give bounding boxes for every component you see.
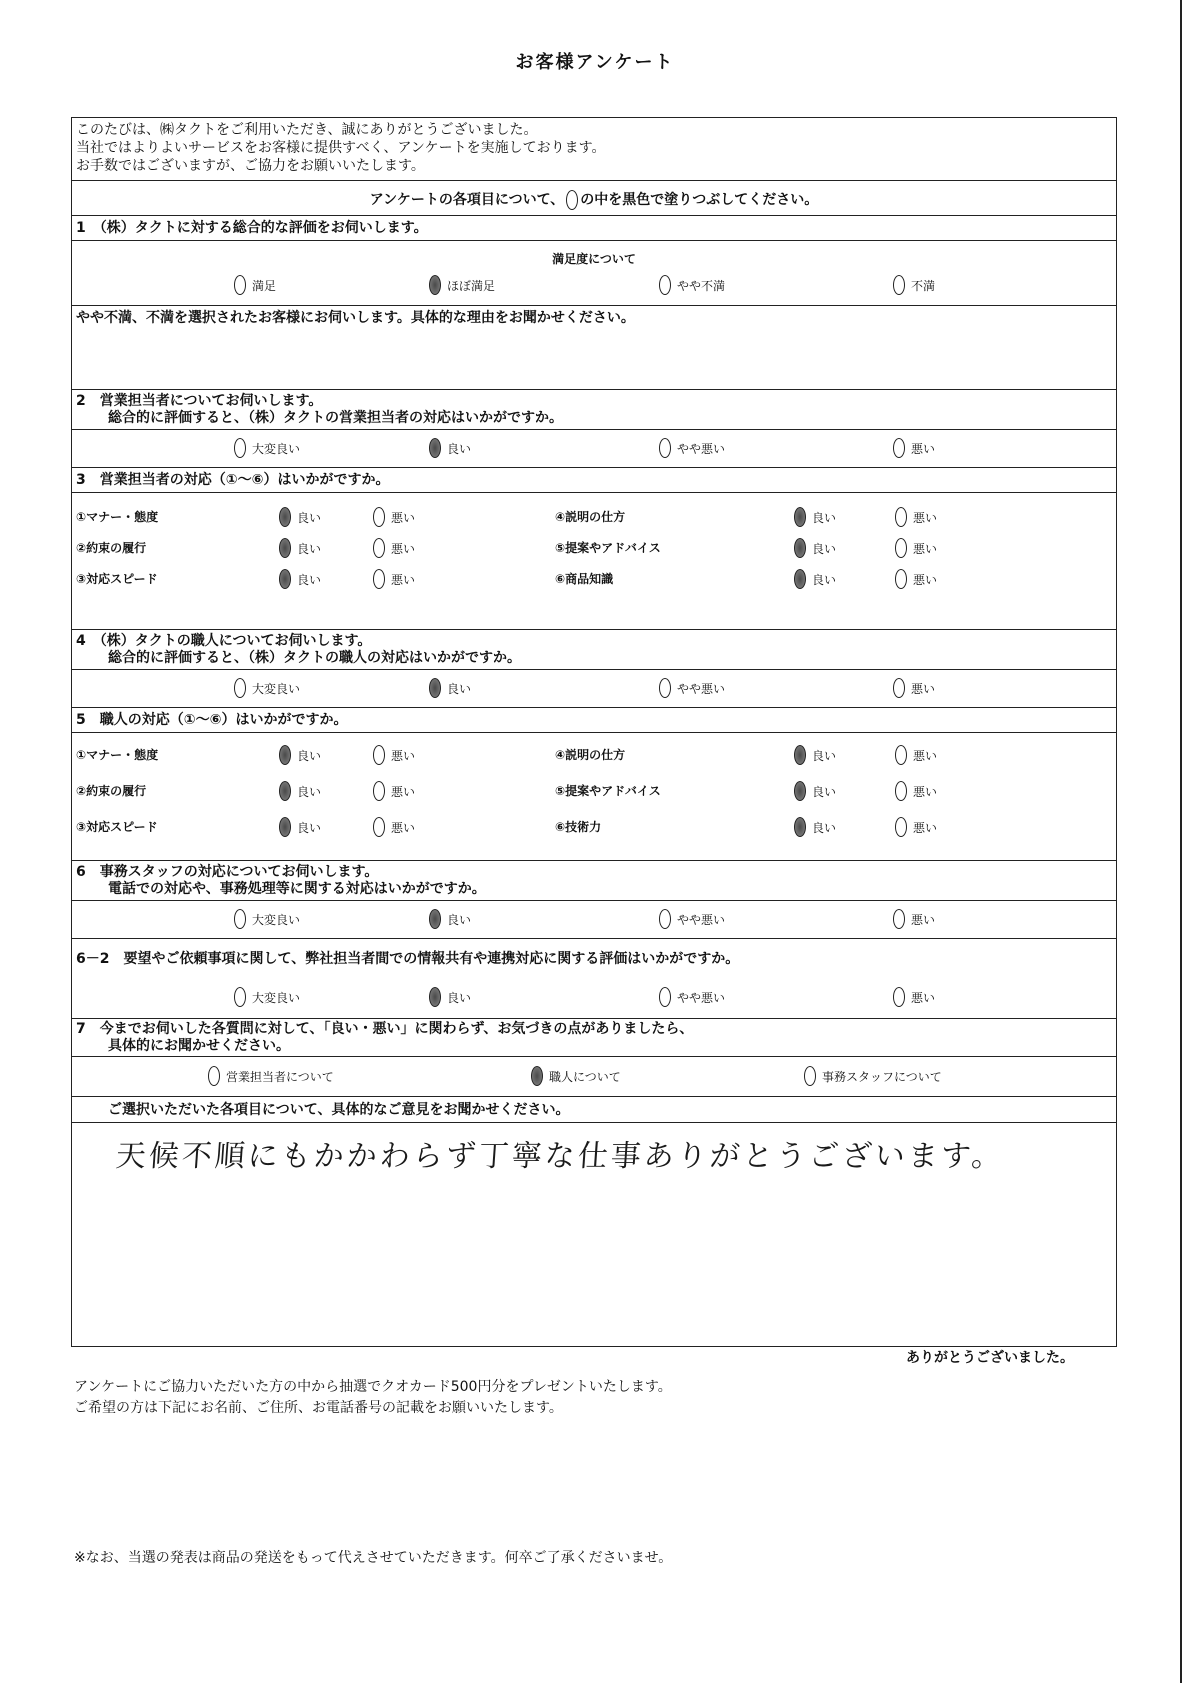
q4-heading-2: 総合的に評価すると、（株）タクトの職人の対応はいかがですか。 [108, 650, 521, 666]
q7-opt-2-label: 事務スタッフについて [822, 1069, 942, 1084]
q3-item-1-label: ②約束の履行 [76, 541, 147, 555]
empty-bubble-icon[interactable] [804, 1066, 816, 1086]
intro-line-1: このたびは、㈱タクトをご利用いただき、誠にありがとうございました。 [76, 122, 538, 138]
filled-bubble-icon[interactable] [794, 538, 806, 558]
q5-item-3-good-label: 良い [812, 748, 837, 763]
empty-bubble-icon[interactable] [893, 275, 905, 295]
empty-bubble-icon[interactable] [659, 987, 671, 1007]
q5-item-4-good-label: 良い [812, 784, 837, 799]
q3-item-4-good-option[interactable] [794, 538, 836, 558]
q3-item-2-good-option[interactable] [279, 569, 321, 589]
q7-prompt-row [72, 1096, 1116, 1122]
q3-item-0-good-label: 良い [297, 510, 322, 525]
q1-heading-row [72, 215, 1116, 240]
q1-opt-3-option[interactable] [893, 275, 935, 295]
q2-options-row [72, 429, 1116, 467]
q2-heading-2: 総合的に評価すると、（株）タクトの営業担当者の対応はいかがですか。 [108, 410, 563, 426]
q3-item-2-label: ③対応スピード [76, 572, 158, 586]
q6-opt-0-label: 大変良い [252, 912, 301, 927]
empty-bubble-icon[interactable] [659, 909, 671, 929]
q62-opt-3-option[interactable] [893, 987, 935, 1007]
footer-note: ※なお、当選の発表は商品の発送をもって代えさせていただきます。何卒ご了承くださいませ。 [74, 1550, 673, 1566]
q6-opt-0-option[interactable] [234, 909, 300, 929]
filled-bubble-icon[interactable] [531, 1066, 543, 1086]
q5-items-row [72, 732, 1116, 860]
empty-bubble-icon[interactable] [234, 909, 246, 929]
filled-bubble-icon[interactable] [279, 538, 291, 558]
q62-heading: 6－2 要望やご依頼事項に関して、弊社担当者間での情報共有や連携対応に関する評価はいかがですか。 [76, 951, 740, 967]
q1-opt-3-label: 不満 [911, 278, 936, 293]
empty-bubble-icon[interactable] [373, 817, 385, 837]
q1-heading: 1 （株）タクトに対する総合的な評価をお伺いします。 [76, 220, 428, 236]
q1-opt-2-label: やや不満 [677, 278, 726, 293]
empty-bubble-icon[interactable] [234, 275, 246, 295]
instruction-before: アンケートの各項目について、 [369, 192, 565, 208]
q7-heading-row [72, 1018, 1116, 1056]
page-title: お客様アンケート [515, 52, 675, 73]
q5-item-1-bad-label: 悪い [391, 784, 416, 799]
q5-item-5-good-label: 良い [812, 820, 837, 835]
q5-item-5-good-option[interactable] [794, 817, 836, 837]
q7-opt-1-label: 職人について [549, 1069, 621, 1084]
empty-bubble-icon[interactable] [208, 1066, 220, 1086]
footer-line-1: アンケートにご協力いただいた方の中から抽選でクオカード500円分をプレゼントいたします。 [74, 1379, 672, 1395]
q1-opt-2-option[interactable] [659, 275, 725, 295]
instruction-text [72, 190, 1116, 210]
q2-heading-1: 2 営業担当者についてお伺いします。 [76, 393, 323, 409]
q1-opt-0-option[interactable] [234, 275, 276, 295]
q6-heading-2: 電話での対応や、事務処理等に関する対応はいかがですか。 [108, 881, 486, 897]
empty-bubble-icon[interactable] [373, 507, 385, 527]
empty-bubble-icon[interactable] [895, 569, 907, 589]
q1-opt-1-label: ほぼ満足 [447, 278, 496, 293]
q7-heading-2: 具体的にお聞かせください。 [108, 1038, 290, 1054]
q4-opt-2-label: やや悪い [677, 681, 726, 696]
q4-opt-1-option[interactable] [429, 678, 471, 698]
q6-heading-1: 6 事務スタッフの対応についてお伺いします。 [76, 864, 379, 880]
q5-item-0-label: ①マナー・態度 [76, 748, 159, 762]
q6-opt-2-option[interactable] [659, 909, 725, 929]
q4-options-row [72, 669, 1116, 707]
q2-heading-row [72, 389, 1116, 429]
q62-opt-2-option[interactable] [659, 987, 725, 1007]
q3-item-4-good-label: 良い [812, 541, 837, 556]
q3-item-1-good-option[interactable] [279, 538, 321, 558]
q3-item-2-bad-option[interactable] [373, 569, 415, 589]
q62-heading-row [72, 938, 1116, 978]
empty-bubble-icon[interactable] [234, 678, 246, 698]
q62-opt-0-option[interactable] [234, 987, 300, 1007]
q3-item-5-label: ⑥商品知識 [555, 572, 614, 586]
empty-bubble-icon[interactable] [373, 569, 385, 589]
q1-subheading: 満足度について [552, 252, 636, 266]
q3-items-row [72, 492, 1116, 629]
q3-item-0-bad-option[interactable] [373, 507, 415, 527]
filled-bubble-icon[interactable] [794, 507, 806, 527]
empty-bubble-icon[interactable] [893, 987, 905, 1007]
intro-section [72, 118, 1116, 180]
filled-bubble-icon[interactable] [279, 745, 291, 765]
q2-opt-0-option[interactable] [234, 438, 300, 458]
empty-bubble-icon[interactable] [234, 438, 246, 458]
q4-heading-row [72, 629, 1116, 669]
q3-item-2-good-label: 良い [297, 572, 322, 587]
intro-line-3: お手数ではございますが、ご協力をお願いいたします。 [76, 158, 425, 174]
q4-opt-2-option[interactable] [659, 678, 725, 698]
empty-bubble-icon[interactable] [373, 745, 385, 765]
q5-item-0-good-label: 良い [297, 748, 322, 763]
filled-bubble-icon[interactable] [794, 745, 806, 765]
q5-item-1-label: ②約束の履行 [76, 784, 147, 798]
q7-opt-1-option[interactable] [531, 1066, 621, 1086]
intro-line-2: 当社ではよりよいサービスをお客様に提供すべく、アンケートを実施しております。 [76, 140, 606, 156]
q7-opt-0-option[interactable] [208, 1066, 334, 1086]
empty-bubble-icon[interactable] [893, 909, 905, 929]
q5-item-1-good-label: 良い [297, 784, 322, 799]
q3-item-4-bad-label: 悪い [913, 541, 938, 556]
thanks-text: ありがとうございました。 [906, 1350, 1074, 1366]
q5-heading-row [72, 707, 1116, 732]
filled-bubble-icon[interactable] [794, 569, 806, 589]
q5-item-3-good-option[interactable] [794, 745, 836, 765]
q62-opt-0-label: 大変良い [252, 990, 301, 1005]
q6-opt-3-option[interactable] [893, 909, 935, 929]
q3-item-0-good-option[interactable] [279, 507, 321, 527]
q3-item-5-good-label: 良い [812, 572, 837, 587]
empty-bubble-icon[interactable] [234, 987, 246, 1007]
survey-form [71, 117, 1117, 1347]
q7-comment-box[interactable] [72, 1122, 1116, 1346]
filled-bubble-icon[interactable] [429, 909, 441, 929]
empty-bubble-icon[interactable] [373, 538, 385, 558]
q3-item-5-good-option[interactable] [794, 569, 836, 589]
q1-followup: やや不満、不満を選択されたお客様にお伺いします。具体的な理由をお聞かせください。 [76, 310, 635, 326]
q2-opt-1-label: 良い [447, 441, 472, 456]
filled-bubble-icon[interactable] [429, 678, 441, 698]
q5-item-4-good-option[interactable] [794, 781, 836, 801]
q2-opt-3-label: 悪い [911, 441, 936, 456]
q1-options-row [72, 240, 1116, 305]
q7-comment-prompt: ご選択いただいた各項目について、具体的なご意見をお聞かせください。 [108, 1102, 570, 1118]
q4-opt-0-label: 大変良い [252, 681, 301, 696]
q62-opt-3-label: 悪い [911, 990, 936, 1005]
filled-bubble-icon[interactable] [429, 275, 441, 295]
q3-heading: 3 営業担当者の対応（①～⑥）はいかがですか。 [76, 472, 390, 488]
filled-bubble-icon[interactable] [429, 438, 441, 458]
q5-item-1-bad-option[interactable] [373, 781, 415, 801]
q5-item-0-bad-label: 悪い [391, 748, 416, 763]
filled-bubble-icon[interactable] [279, 569, 291, 589]
q3-item-4-bad-option[interactable] [895, 538, 937, 558]
q2-opt-2-option[interactable] [659, 438, 725, 458]
q5-item-2-good-label: 良い [297, 820, 322, 835]
q5-item-2-label: ③対応スピード [76, 820, 158, 834]
q3-item-3-bad-label: 悪い [913, 510, 938, 525]
q5-item-4-label: ⑤提案やアドバイス [555, 784, 661, 798]
q1-opt-0-label: 満足 [252, 278, 277, 293]
q3-item-3-good-label: 良い [812, 510, 837, 525]
q62-options-row [72, 978, 1116, 1018]
q3-item-3-label: ④説明の仕方 [555, 510, 626, 524]
q5-item-5-bad-label: 悪い [913, 820, 938, 835]
filled-bubble-icon[interactable] [279, 781, 291, 801]
empty-bubble-icon[interactable] [893, 438, 905, 458]
empty-bubble-icon[interactable] [895, 781, 907, 801]
q1-opt-1-option[interactable] [429, 275, 495, 295]
filled-bubble-icon[interactable] [429, 987, 441, 1007]
q62-opt-2-label: やや悪い [677, 990, 726, 1005]
q5-item-3-bad-label: 悪い [913, 748, 938, 763]
q5-item-2-bad-option[interactable] [373, 817, 415, 837]
q4-heading-1: 4 （株）タクトの職人についてお伺いします。 [76, 633, 372, 649]
q6-heading-row [72, 860, 1116, 900]
empty-bubble-icon[interactable] [373, 781, 385, 801]
q3-item-1-bad-label: 悪い [391, 541, 416, 556]
q5-item-1-good-option[interactable] [279, 781, 321, 801]
filled-bubble-icon[interactable] [279, 507, 291, 527]
empty-bubble-icon[interactable] [659, 678, 671, 698]
q4-opt-0-option[interactable] [234, 678, 300, 698]
instruction-after: の中を黒色で塗りつぶしてください。 [580, 192, 819, 208]
q2-opt-2-label: やや悪い [677, 441, 726, 456]
q3-item-3-bad-option[interactable] [895, 507, 937, 527]
q5-item-2-good-option[interactable] [279, 817, 321, 837]
q5-item-5-bad-option[interactable] [895, 817, 937, 837]
footer-line-2: ご希望の方は下記にお名前、ご住所、お電話番号の記載をお願いいたします。 [74, 1400, 563, 1416]
q4-opt-3-option[interactable] [893, 678, 935, 698]
page-edge [1180, 0, 1182, 1683]
q7-opt-0-label: 営業担当者について [226, 1069, 334, 1084]
filled-bubble-icon[interactable] [794, 781, 806, 801]
q5-item-4-bad-option[interactable] [895, 781, 937, 801]
filled-bubble-icon[interactable] [794, 817, 806, 837]
q2-opt-1-option[interactable] [429, 438, 471, 458]
q6-options-row [72, 900, 1116, 938]
q1-followup-row [72, 305, 1116, 389]
q5-item-0-bad-option[interactable] [373, 745, 415, 765]
q4-opt-3-label: 悪い [911, 681, 936, 696]
empty-bubble-icon[interactable] [895, 538, 907, 558]
q62-opt-1-option[interactable] [429, 987, 471, 1007]
q6-opt-3-label: 悪い [911, 912, 936, 927]
example-bubble-icon [566, 190, 578, 210]
q3-item-2-bad-label: 悪い [391, 572, 416, 587]
q6-opt-1-label: 良い [447, 912, 472, 927]
q5-item-2-bad-label: 悪い [391, 820, 416, 835]
empty-bubble-icon[interactable] [895, 817, 907, 837]
filled-bubble-icon[interactable] [279, 817, 291, 837]
instruction-row [72, 180, 1116, 215]
q3-item-0-bad-label: 悪い [391, 510, 416, 525]
q5-item-0-good-option[interactable] [279, 745, 321, 765]
q5-item-3-label: ④説明の仕方 [555, 748, 626, 762]
empty-bubble-icon[interactable] [659, 275, 671, 295]
q5-item-4-bad-label: 悪い [913, 784, 938, 799]
q2-opt-3-option[interactable] [893, 438, 935, 458]
empty-bubble-icon[interactable] [895, 507, 907, 527]
handwritten-comment: 天候不順にもかかわらず丁寧な仕事ありがとうございます。 [114, 1139, 1006, 1174]
q6-opt-2-label: やや悪い [677, 912, 726, 927]
empty-bubble-icon[interactable] [893, 678, 905, 698]
q3-item-5-bad-label: 悪い [913, 572, 938, 587]
q4-opt-1-label: 良い [447, 681, 472, 696]
q3-item-1-bad-option[interactable] [373, 538, 415, 558]
q3-item-4-label: ⑤提案やアドバイス [555, 541, 661, 555]
q3-heading-row [72, 467, 1116, 492]
q5-heading: 5 職人の対応（①～⑥）はいかがですか。 [76, 712, 348, 728]
q6-opt-1-option[interactable] [429, 909, 471, 929]
q3-item-3-good-option[interactable] [794, 507, 836, 527]
q5-item-3-bad-option[interactable] [895, 745, 937, 765]
q62-opt-1-label: 良い [447, 990, 472, 1005]
empty-bubble-icon[interactable] [895, 745, 907, 765]
q7-options-row [72, 1056, 1116, 1096]
q7-heading-1: 7 今までお伺いした各質問に対して、「良い・悪い」に関わらず、お気づきの点がありましたら、 [76, 1021, 694, 1037]
q7-opt-2-option[interactable] [804, 1066, 942, 1086]
q2-opt-0-label: 大変良い [252, 441, 301, 456]
q3-item-1-good-label: 良い [297, 541, 322, 556]
q3-item-0-label: ①マナー・態度 [76, 510, 159, 524]
empty-bubble-icon[interactable] [659, 438, 671, 458]
q3-item-5-bad-option[interactable] [895, 569, 937, 589]
q5-item-5-label: ⑥技術力 [555, 820, 602, 834]
